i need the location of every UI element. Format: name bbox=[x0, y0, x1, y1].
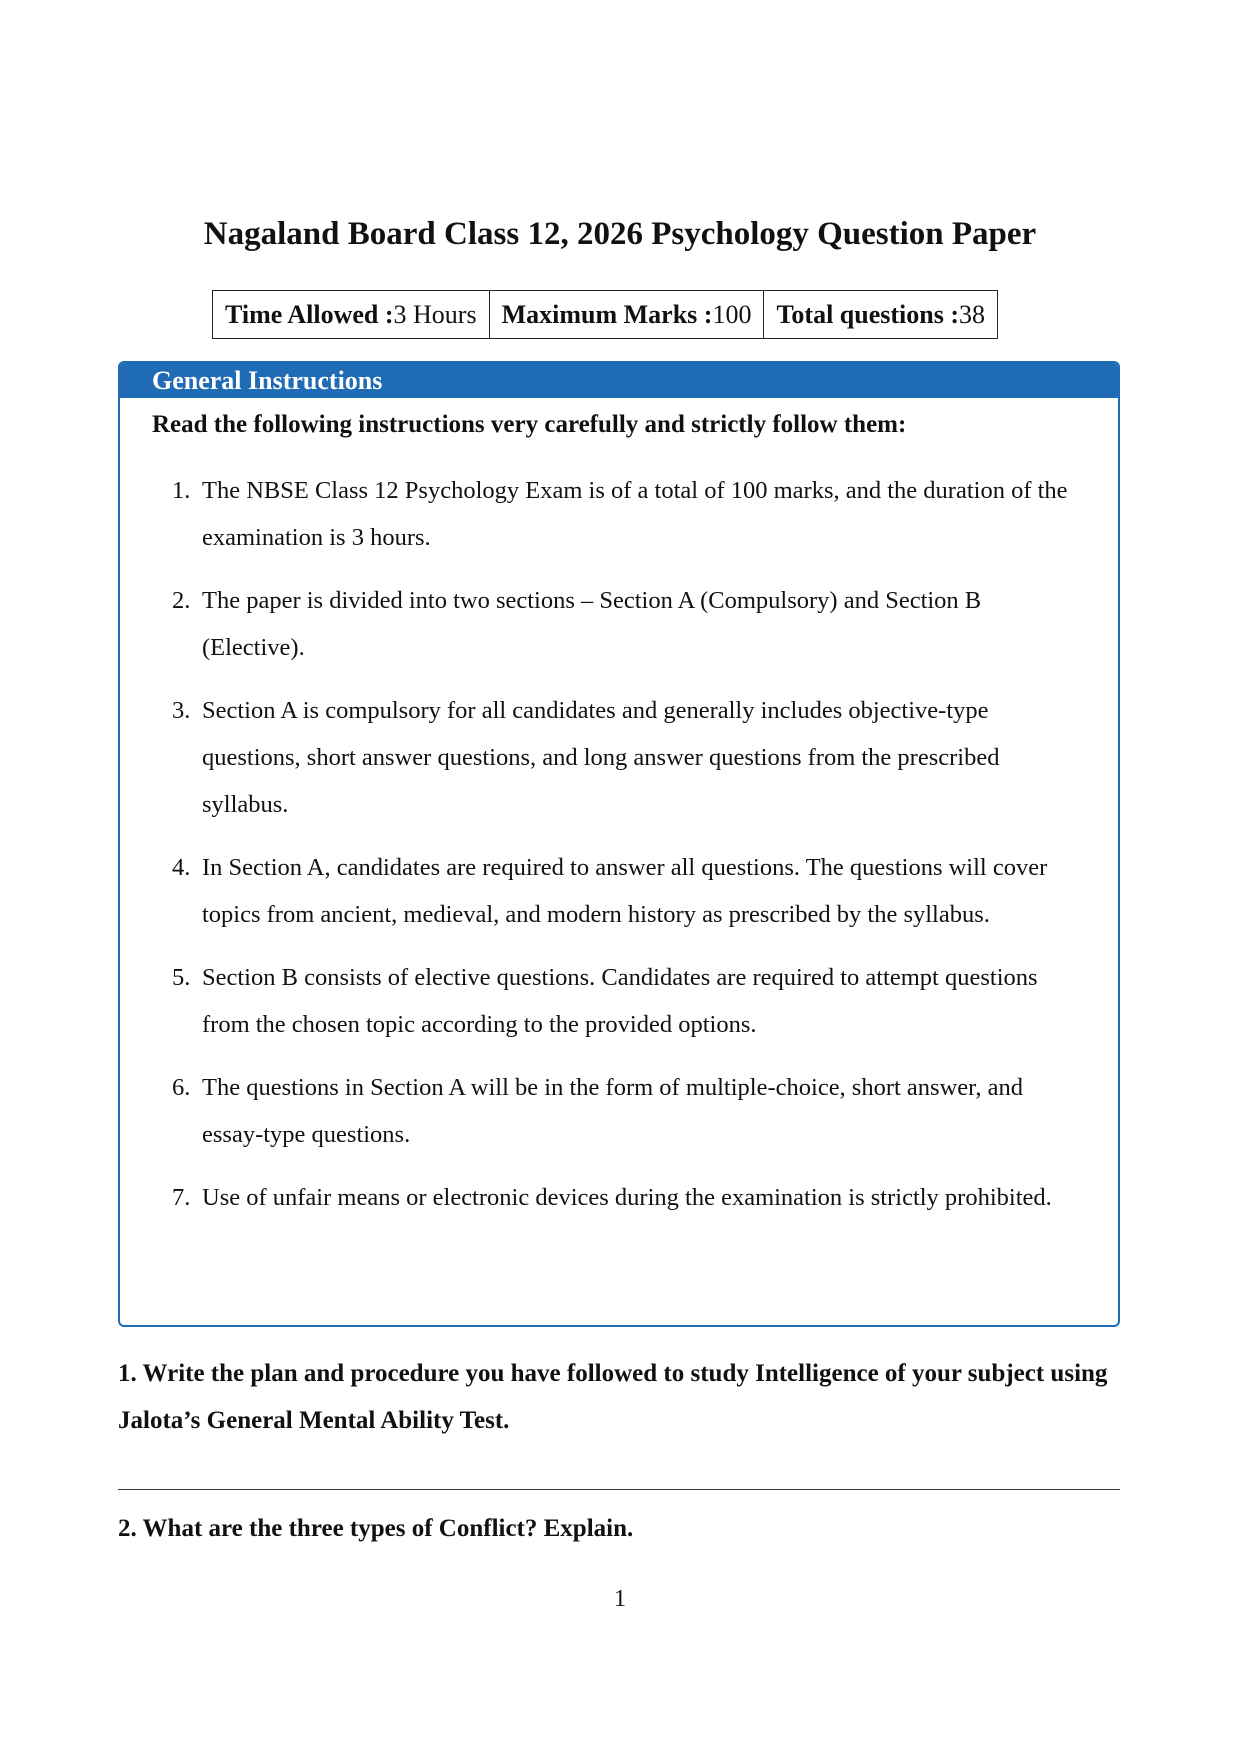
item-number: 5. bbox=[172, 964, 191, 991]
total-questions-label: Total questions : bbox=[776, 299, 959, 329]
instruction-item bbox=[172, 577, 1088, 671]
instructions-lead: Read the following instructions very carefully and strictly follow them: bbox=[152, 411, 907, 438]
maximum-marks-cell bbox=[490, 291, 765, 338]
item-number: 2. bbox=[172, 587, 191, 614]
total-questions-cell bbox=[764, 291, 997, 338]
question-2: 2. What are the three types of Conflict? Explain. bbox=[118, 1515, 634, 1542]
item-number: 6. bbox=[172, 1074, 191, 1101]
instruction-item bbox=[172, 1064, 1088, 1158]
time-allowed-value: 3 Hours bbox=[393, 299, 477, 329]
page-title: Nagaland Board Class 12, 2026 Psychology Question Paper bbox=[203, 216, 1037, 252]
page-number: 1 bbox=[614, 1586, 626, 1612]
item-text: In Section A, candidates are required to answer all questions. The questions will cover topics from ancient, medieval, and modern history as prescribed by the syllabus. bbox=[202, 854, 1048, 928]
item-number: 1. bbox=[172, 477, 191, 504]
question-1: 1. Write the plan and procedure you have followed to study Intelligence of your subject using Jalota’s General Mental Ability Test. bbox=[118, 1360, 1108, 1434]
time-allowed-label: Time Allowed : bbox=[225, 299, 394, 329]
divider bbox=[118, 1489, 1120, 1490]
item-number: 3. bbox=[172, 697, 191, 724]
item-text: The questions in Section A will be in the form of multiple-choice, short answer, and essay-type questions. bbox=[202, 1074, 1023, 1148]
item-number: 7. bbox=[172, 1184, 191, 1211]
time-allowed-cell bbox=[213, 291, 490, 338]
instruction-item bbox=[172, 844, 1088, 938]
instructions-list bbox=[172, 467, 1088, 1237]
item-number: 4. bbox=[172, 854, 191, 881]
instruction-item bbox=[172, 687, 1088, 828]
maximum-marks-label: Maximum Marks : bbox=[501, 299, 713, 329]
maximum-marks-value: 100 bbox=[712, 299, 752, 329]
instruction-item bbox=[172, 467, 1088, 561]
item-text: Use of unfair means or electronic devices during the examination is strictly prohibited. bbox=[202, 1184, 1052, 1211]
exam-meta-table bbox=[212, 290, 998, 339]
item-text: The NBSE Class 12 Psychology Exam is of a total of 100 marks, and the duration of the examination is 3 hours. bbox=[202, 477, 1068, 551]
general-instructions-box bbox=[118, 361, 1120, 1327]
item-text: Section A is compulsory for all candidates and generally includes objective-type questions, short answer questions, and long answer questions from the prescribed syllabus. bbox=[202, 697, 1000, 818]
total-questions-value: 38 bbox=[959, 299, 985, 329]
item-text: The paper is divided into two sections – Section A (Compulsory) and Section B (Elective). bbox=[202, 587, 982, 661]
item-text: Section B consists of elective questions. Candidates are required to attempt questions from the chosen topic according to the provided options. bbox=[202, 964, 1038, 1038]
instruction-item bbox=[172, 954, 1088, 1048]
instruction-item bbox=[172, 1174, 1088, 1221]
instructions-heading: General Instructions bbox=[120, 363, 1118, 398]
